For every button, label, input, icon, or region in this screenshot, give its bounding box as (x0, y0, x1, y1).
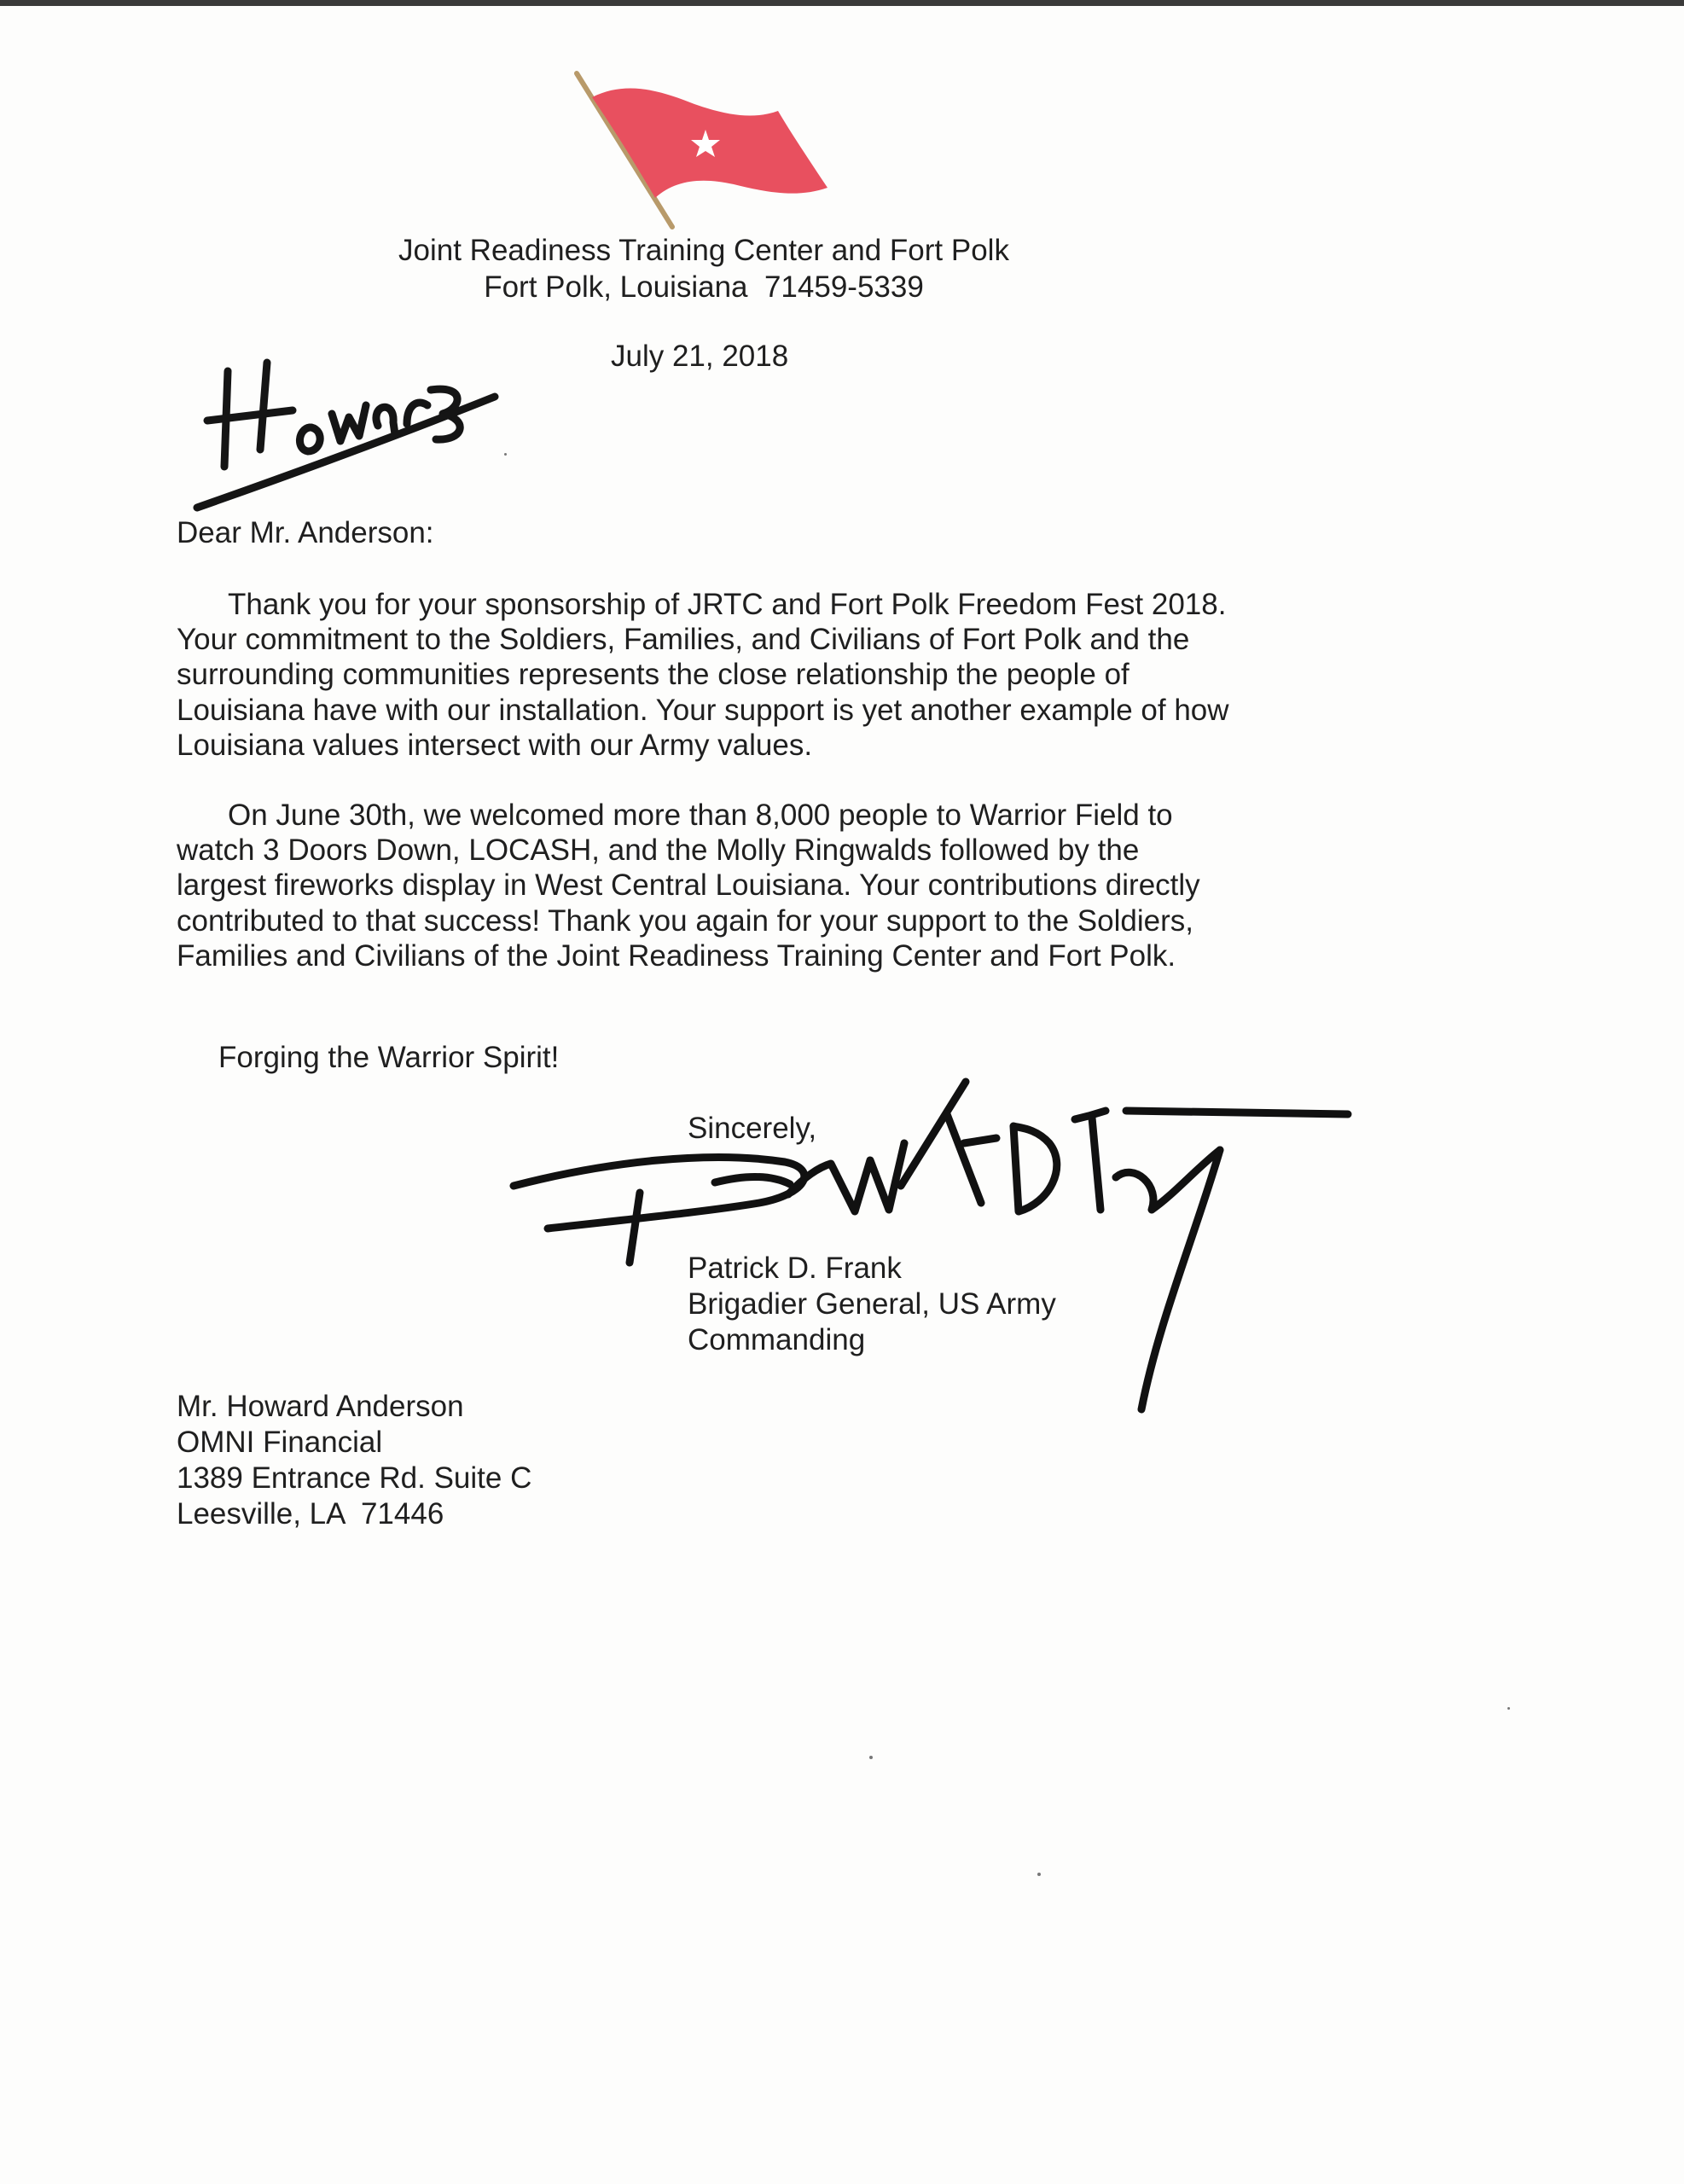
scan-speck (504, 453, 507, 456)
closing-motto: Forging the Warrior Spirit! (218, 1041, 560, 1074)
signer-name: Patrick D. Frank (688, 1252, 902, 1285)
signer-title: Brigadier General, US Army (688, 1287, 1056, 1321)
scan-speck (1037, 1873, 1041, 1876)
body-paragraph: On June 30th, we welcomed more than 8,000 people to Warrior Field to watch 3 Doors Down, LOCASH, and the Molly Ringwalds followed by the largest fireworks display in West Central Louisiana. Your contributions directly contributed to that success! Thank you again for your support to the Soldiers, Families and Civilians of the Joint Readiness Training Center and Fort Polk. (177, 799, 1200, 973)
salutation: Dear Mr. Anderson: (177, 516, 434, 549)
scan-speck (1507, 1707, 1510, 1710)
body-paragraph: Thank you for your sponsorship of JRTC and Fort Polk Freedom Fest 2018. Your commitment to the Soldiers, Families, and Civilians of Fort Polk and the surrounding communities represents the close relationship the people of Louisiana have with our installation. Your support is yet another example of how Louisiana values intersect with our Army values. (177, 588, 1229, 762)
letterhead (0, 232, 1408, 305)
handwritten-signature (503, 1066, 1356, 1433)
letterhead-organization: Joint Readiness Training Center and Fort Polk (398, 234, 1009, 267)
recipient-company: OMNI Financial (177, 1426, 383, 1459)
scan-speck (869, 1756, 873, 1759)
recipient-address (177, 1389, 531, 1532)
sign-off: Sincerely, (688, 1112, 817, 1145)
handwritten-howard-note (192, 346, 516, 516)
signer-role: Commanding (688, 1323, 866, 1356)
letter-date: July 21, 2018 (611, 340, 789, 373)
recipient-name: Mr. Howard Anderson (177, 1390, 464, 1423)
recipient-city: Leesville, LA 71446 (177, 1497, 444, 1531)
scan-edge (0, 0, 1684, 6)
recipient-street: 1389 Entrance Rd. Suite C (177, 1461, 532, 1495)
letterhead-address: Fort Polk, Louisiana 71459-5339 (484, 270, 924, 304)
signer-block (688, 1251, 1056, 1358)
general-flag-icon (566, 68, 839, 239)
